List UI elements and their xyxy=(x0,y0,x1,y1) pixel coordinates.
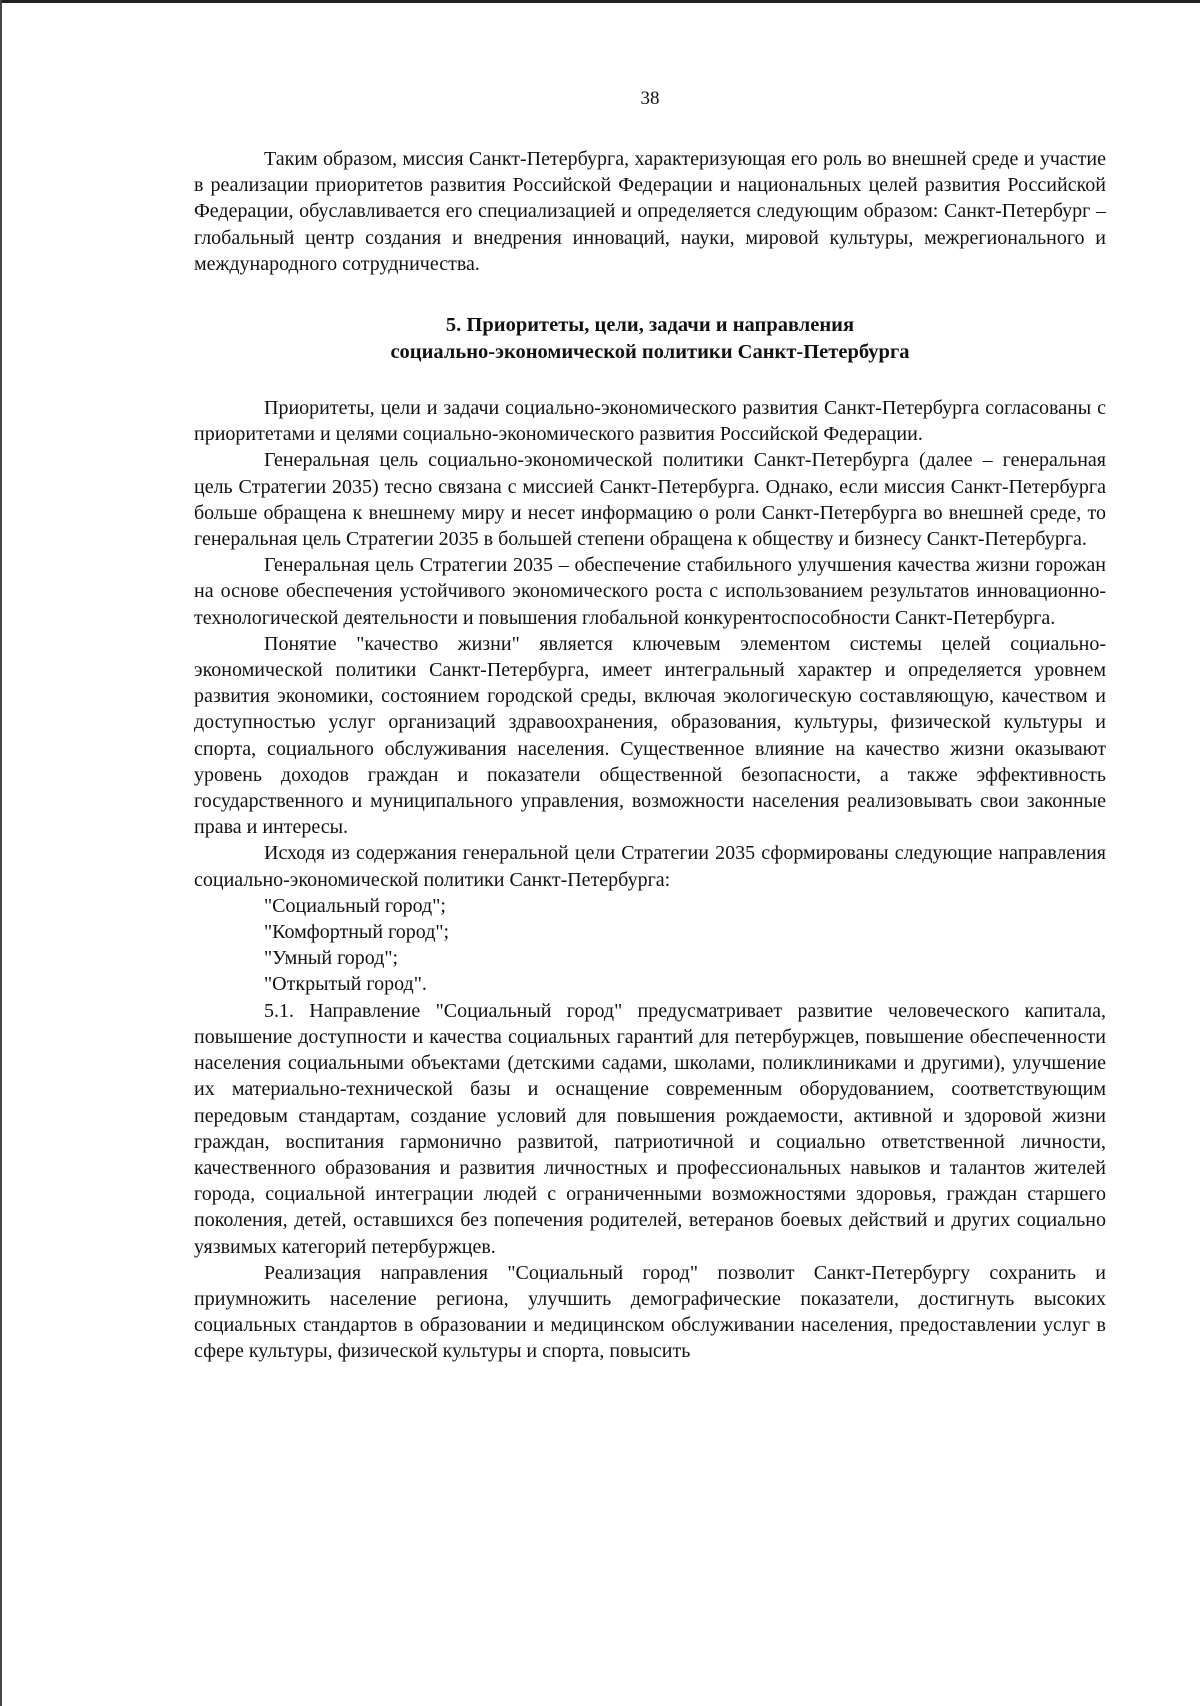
scan-top-border xyxy=(0,0,1200,3)
paragraph-directions-intro: Исходя из содержания генеральной цели Стратегии 2035 сформированы следующие направления социально-экономической политики Санкт-Петербурга: xyxy=(194,842,1106,891)
section-heading xyxy=(194,312,1106,366)
intro-paragraph: Таким образом, миссия Санкт-Петербурга, характеризующая его роль во внешней среде и участие в реализации приоритетов развития Российской Федерации и национальных целей развития Российской Федерации, обуславливается его специализацией и определяется следующим образом: Санкт-Петербург – глобальный центр создания и внедрения инноваций, науки, мировой культуры, межрегионального и международного сотрудничества. xyxy=(194,148,1106,275)
directions-list xyxy=(194,893,1106,998)
paragraph-social-city: 5.1. Направление "Социальный город" предусматривает развитие человеческого капитала, повышение доступности и качества социальных гарантий для петербуржцев, повышение обеспеченности населения социальными объектами (детскими садами, школами, поликлиниками и другими), улучшение их материально-технической базы и оснащение современным оборудованием, соответствующим передовым стандартам, создание условий для повышения рождаемости, активной и здоровой жизни граждан, воспитания гармонично развитой, патриотичной и социально ответственной личности, качественного образования и развития личностных и профессиональных навыков и талантов жителей города, социальной интеграции людей с ограниченными возможностями здоровья, граждан старшего поколения, детей, оставшихся без попечения родителей, ветеранов боевых действий и других социально уязвимых категорий петербуржцев. xyxy=(194,999,1106,1258)
paragraph-priorities: Приоритеты, цели и задачи социально-экономического развития Санкт-Петербурга согласованы с приоритетами и целями социально-экономического развития Российской Федерации. xyxy=(194,397,1106,446)
page-number: 38 xyxy=(640,88,660,109)
scan-left-border xyxy=(0,0,2,1706)
paragraph-general-goal: Генеральная цель социально-экономической политики Санкт-Петербурга (далее – генеральная цель Стратегии 2035) тесно связана с миссией Санкт-Петербурга. Однако, если миссия Санкт-Петербурга больше обращена к внешнему миру и несет информацию о роли Санкт-Петербурга во внешней среде, то генеральная цель Стратегии 2035 в большей степени обращена к обществу и бизнесу Санкт-Петербурга. xyxy=(194,449,1106,551)
section-heading-line-2: социально-экономической политики Санкт-Петербурга xyxy=(390,341,910,364)
paragraph-goal-definition: Генеральная цель Стратегии 2035 – обеспечение стабильного улучшения качества жизни горожан на основе обеспечения устойчивого экономического роста с использованием результатов инновационно-технологической деятельности и повышения глобальной конкурентоспособности Санкт-Петербурга. xyxy=(194,554,1106,629)
paragraph-social-city-implementation: Реализация направления "Социальный город" позволит Санкт-Петербургу сохранить и приумножить население региона, улучшить демографические показатели, достигнуть высоких социальных стандартов в образовании и медицинском обслуживании населения, предоставлении услуг в сфере культуры, физической культуры и спорта, повысить xyxy=(194,1261,1106,1363)
list-item: "Умный город"; xyxy=(264,947,399,970)
list-item: "Открытый город". xyxy=(264,973,427,996)
section-heading-line-1: 5. Приоритеты, цели, задачи и направления xyxy=(445,314,855,337)
list-item: "Комфортный город"; xyxy=(264,921,450,944)
document-page xyxy=(194,88,1106,1365)
list-item: "Социальный город"; xyxy=(264,894,446,917)
paragraph-quality-of-life: Понятие "качество жизни" является ключевым элементом системы целей социально-экономической политики Санкт-Петербурга, имеет интегральный характер и определяется уровнем развития экономики, состоянием городской среды, включая экологическую составляющую, качеством и доступностью услуг организаций здравоохранения, образования, культуры, физической культуры и спорта, социального обслуживания населения. Существенное влияние на качество жизни оказывают уровень доходов граждан и показатели общественной безопасности, а также эффективность государственного и муниципального управления, возможности населения реализовывать свои законные права и интересы. xyxy=(194,632,1106,839)
